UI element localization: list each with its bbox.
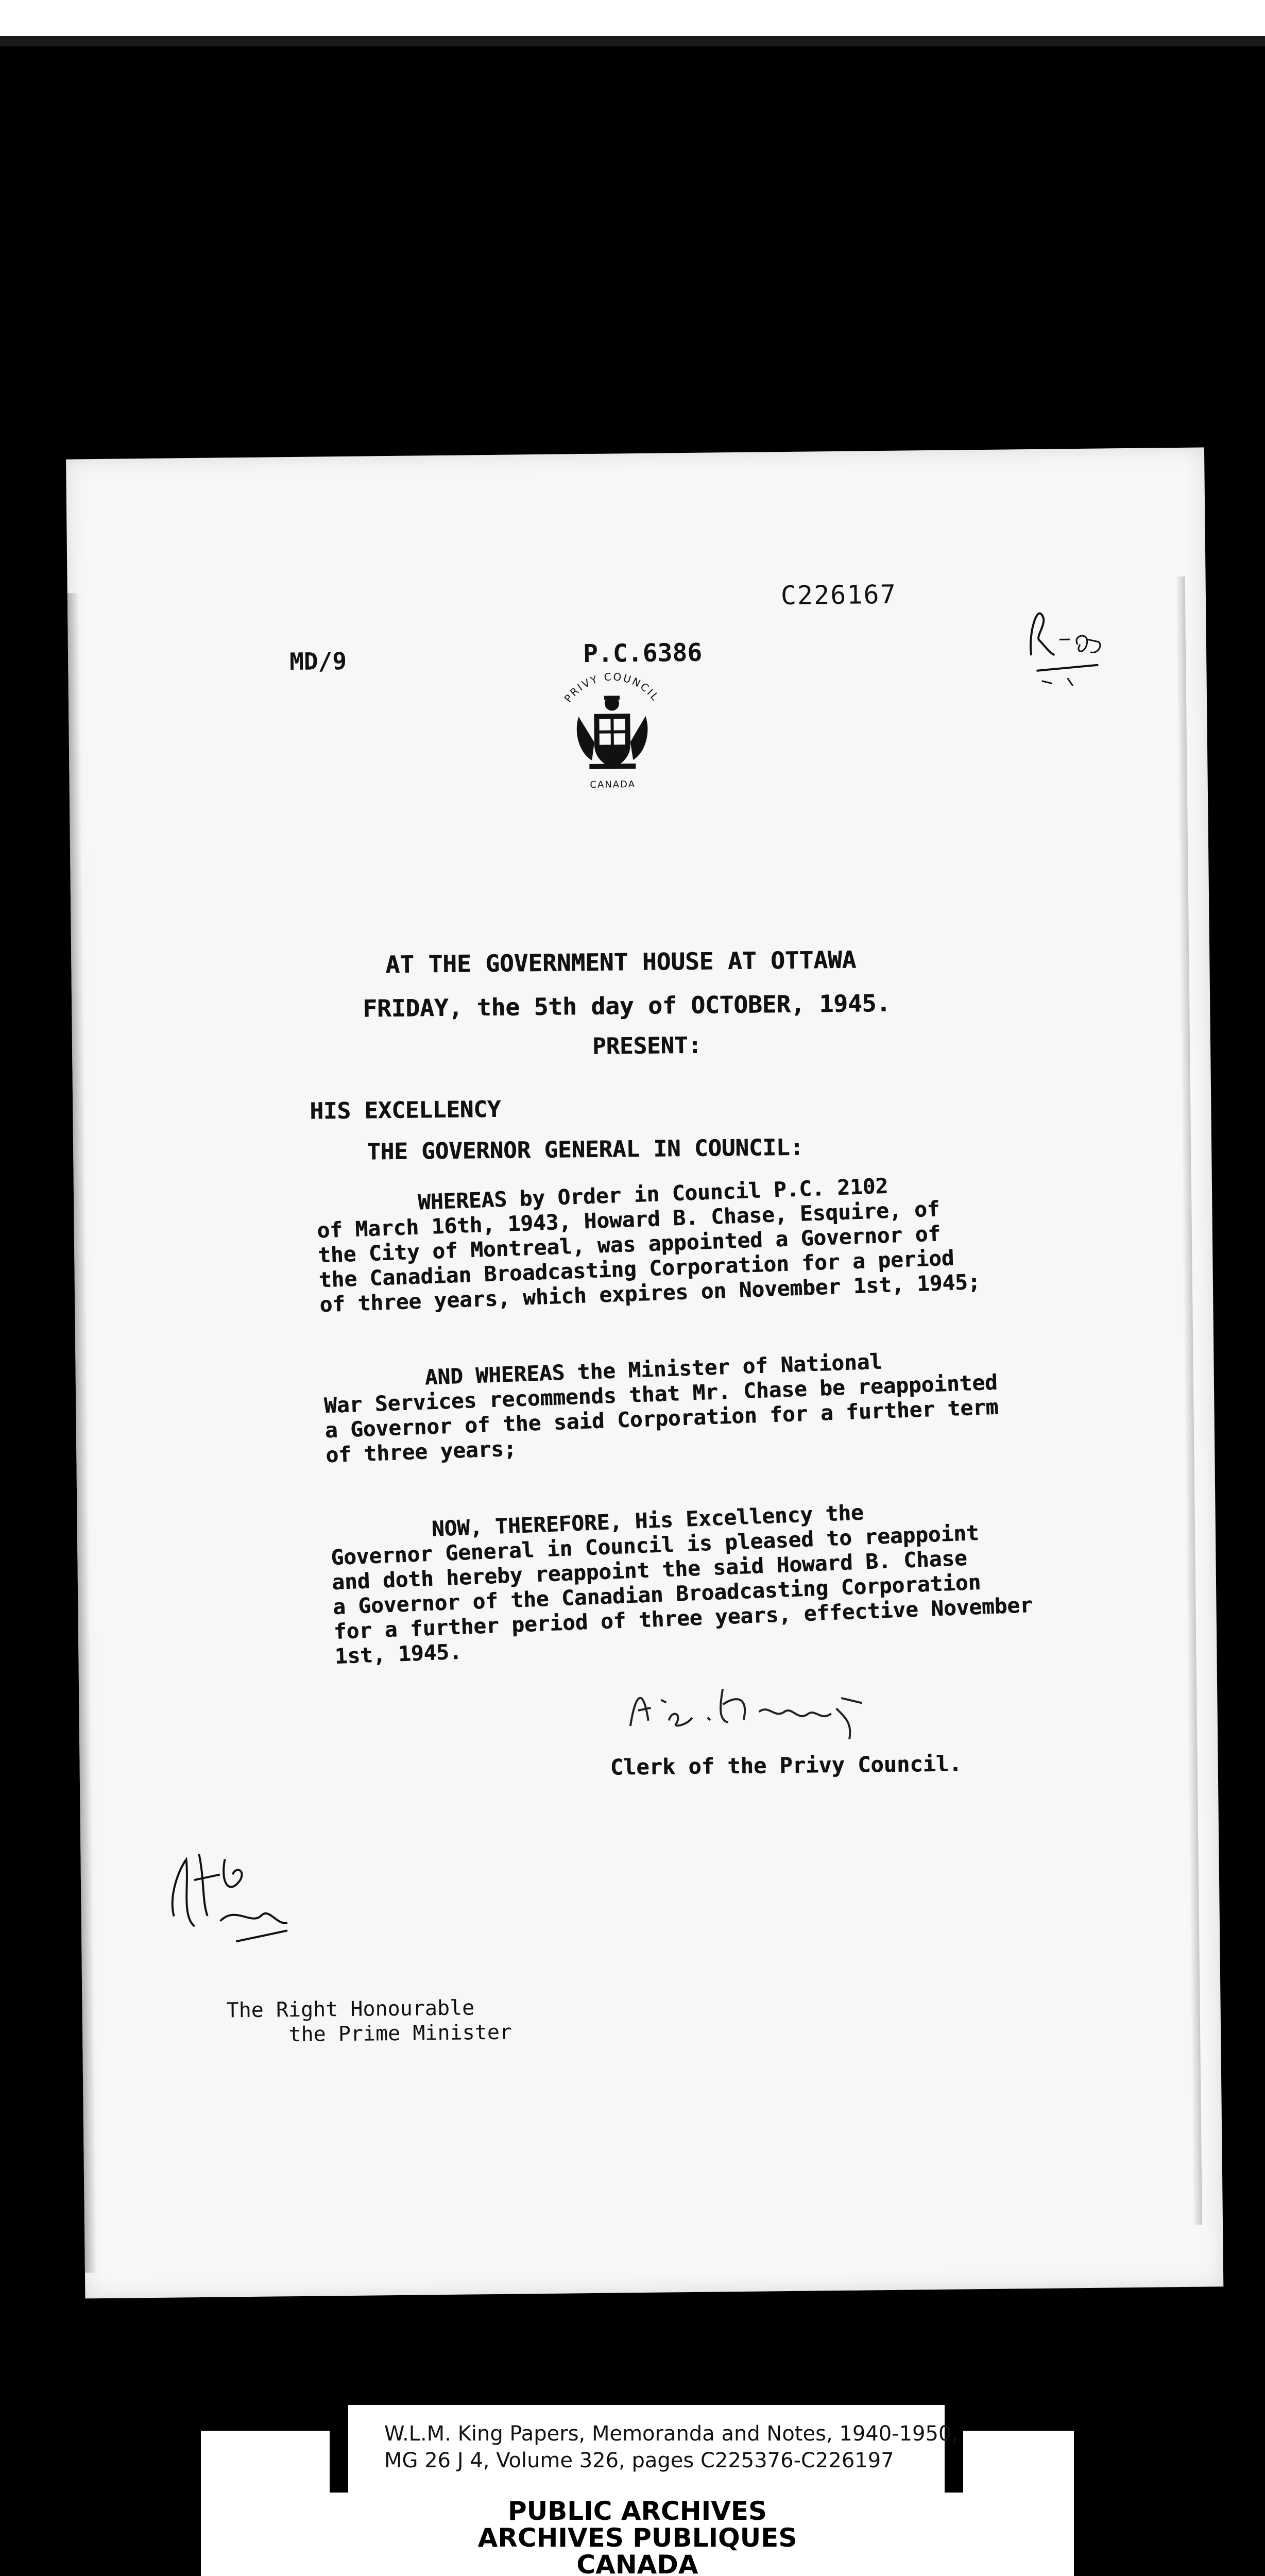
top-margin-strip xyxy=(0,0,1265,36)
clerk-signature xyxy=(620,1662,909,1747)
date-heading: FRIDAY, the 5th day of OCTOBER, 1945. xyxy=(362,989,891,1023)
archive-caption-box xyxy=(330,2405,963,2493)
seal-top-text: PRIVY COUNCIL xyxy=(561,670,662,705)
seal-bottom-text: CANADA xyxy=(590,779,636,790)
archive-line-french: ARCHIVES PUBLIQUES xyxy=(477,2523,797,2553)
document-page xyxy=(66,447,1223,2298)
reference-number: C226167 xyxy=(780,579,897,611)
archive-line-country: CANADA xyxy=(576,2550,698,2576)
present-heading: PRESENT: xyxy=(592,1032,702,1060)
paragraph-whereas: WHEREAS by Order in Council P.C. 2102 of March 16th, 1943, Howard B. Chase, Esquire, of the City of Montreal, was appointed a Governor of the Canadian Broadcasting Corporation for a period of three years, which expires on November 1st, 1945; xyxy=(316,1173,981,1317)
file-code: MD/9 xyxy=(289,647,347,676)
order-number: P.C.6386 xyxy=(583,638,703,669)
location-heading: AT THE GOVERNMENT HOUSE AT OTTAWA xyxy=(385,945,857,979)
archive-line-english: PUBLIC ARCHIVES xyxy=(507,2496,767,2526)
privy-council-seal xyxy=(542,654,682,794)
archive-caption: W.L.M. King Papers, Memoranda and Notes, 1940-1950, MG 26 J 4, Volume 326, pages C225376-C226197 xyxy=(384,2422,959,2472)
addressee: The Right Honourable the Prime Minister xyxy=(226,1996,512,2047)
paragraph-and-whereas: AND WHEREAS the Minister of National War Services recommends that Mr. Chase be reappointed a Governor of the said Corporation for a further term of three years; xyxy=(322,1349,999,1468)
paragraph-now-therefore: NOW, THEREFORE, His Excellency the Governor General in Council is pleased to reappoint and doth hereby reappoint the said Howard B. Chase a Governor of the Canadian Broadcasting Corporation for a further period of three years, effective November 1st, 1945. xyxy=(329,1500,1033,1669)
excellency-heading: HIS EXCELLENCY xyxy=(310,1096,501,1125)
handwritten-initials xyxy=(158,1838,303,1958)
page-edge-right xyxy=(1176,577,1203,2225)
signatory-title: Clerk of the Privy Council. xyxy=(610,1751,962,1780)
council-heading: THE GOVERNOR GENERAL IN COUNCIL: xyxy=(366,1134,804,1165)
page-edge-left xyxy=(67,593,97,2273)
handwritten-note xyxy=(1025,603,1109,691)
coat-of-arms-icon xyxy=(576,696,648,769)
archive-name xyxy=(201,2498,1074,2576)
film-border xyxy=(0,36,1265,46)
